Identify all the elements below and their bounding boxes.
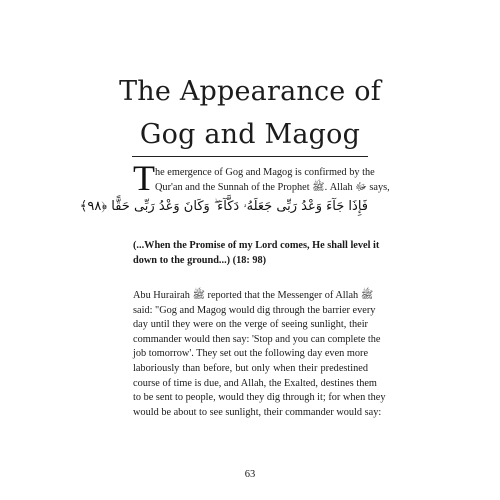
translation-line: down to the ground...) (18: 98) bbox=[133, 254, 267, 266]
hadith-line: would be about to see sunlight, their commander would say: bbox=[133, 406, 382, 418]
hadith-line: laboriously than before, but only when their predestined bbox=[133, 362, 368, 374]
title-divider bbox=[132, 156, 368, 157]
hadith-line: to be sent to people, would they dig through it; for when they bbox=[133, 392, 386, 404]
arabic-verse: فَإِذَا جَآءَ وَعْدُ رَبِّى جَعَلَهُۥ دَكَّآءَ ۖ وَكَانَ وَعْدُ رَبِّى حَقًّا ﴿٩٨﴾ bbox=[79, 199, 368, 214]
hadith-line: job tomorrow'. They set out the following day even more bbox=[133, 348, 369, 360]
page-number: 63 bbox=[244, 469, 256, 480]
hadith-line: Abu Hurairah ﷺ reported that the Messenger of Allah ﷺ bbox=[133, 290, 374, 301]
intro-paragraph bbox=[133, 166, 390, 195]
drop-cap: T bbox=[133, 158, 155, 198]
translation-line: (...When the Promise of my Lord comes, He shall level it bbox=[133, 240, 380, 251]
intro-line: Qur'an and the Sunnah of the Prophet ﷺ. Allah ﷻ says, bbox=[155, 181, 390, 193]
hadith-line: day until they were on the verge of seeing sunlight, their bbox=[133, 319, 368, 331]
intro-line: he emergence of Gog and Magog is confirmed by the bbox=[155, 167, 375, 178]
hadith-line: commander would then say: 'Stop and you can complete the bbox=[133, 333, 381, 345]
hadith-line: said: "Gog and Magog would dig through the barrier every bbox=[133, 304, 376, 316]
hadith-line: course of time is due, and Allah, the Exalted, destines them bbox=[133, 377, 377, 389]
hadith-paragraph bbox=[133, 289, 386, 420]
chapter-title-line-2: Gog and Magog bbox=[139, 119, 361, 150]
chapter-title-line-1: The Appearance of bbox=[119, 76, 381, 107]
verse-translation bbox=[133, 239, 380, 268]
